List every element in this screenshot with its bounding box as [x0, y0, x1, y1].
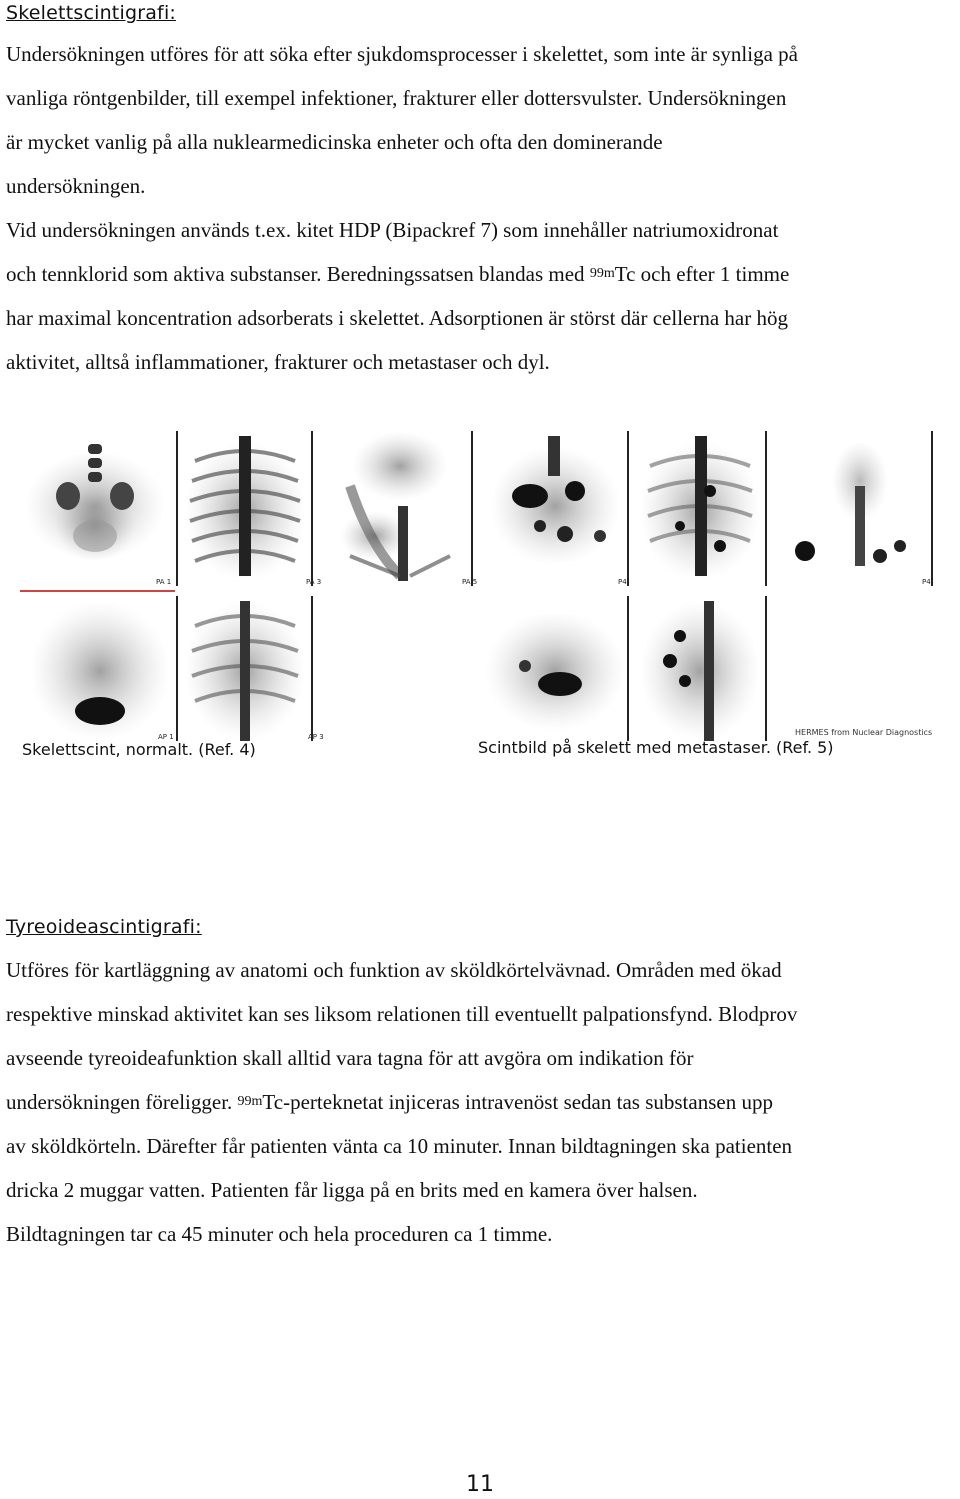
panel-label: AP 1: [158, 733, 174, 741]
section-heading-skelettscintigrafi: Skelettscintigrafi:: [6, 2, 177, 24]
text-line: dricka 2 muggar vatten. Patienten får ligga på en brits med en kamera över halsen.: [6, 1178, 698, 1202]
scan-panel-pelvis-anterior: [30, 601, 170, 741]
text-line: och tennklorid som aktiva substanser. Beredningssatsen blandas med $^{99m}$Tc och efter 1 timme: [6, 262, 790, 286]
isotope-superscript: 99m: [237, 1094, 263, 1109]
bone-scan-figure: [20, 426, 940, 771]
isotope-superscript: 99m: [589, 266, 615, 281]
text-line: Bildtagningen tar ca 45 minuter och hela proceduren ca 1 timme.: [6, 1222, 553, 1246]
panel-label: PA 3: [306, 578, 322, 586]
panel-label: PA 1: [156, 578, 172, 586]
scan-panel-pelvis-posterior: [25, 444, 165, 561]
section-heading-tyreoideascintigrafi: Tyreoideascintigrafi:: [6, 916, 202, 938]
text-line: respektive minskad aktivitet kan ses liksom relationen till eventuellt palpationsfynd. Blodprov: [6, 1002, 798, 1026]
text-line: Vid undersökningen används t.ex. kitet HDP (Bipackref 7) som innehåller natriumoxidronat: [6, 218, 779, 242]
hermes-watermark: HERMES from Nuclear Diagnostics: [795, 728, 933, 737]
page-number: 11: [466, 1472, 494, 1497]
scan-panel-pelvis-metastases: [490, 436, 620, 566]
panel-label: P4: [922, 578, 931, 586]
text-line: undersökningen.: [6, 174, 146, 198]
caption-metastases: Scintbild på skelett med metastaser. (Ref. 5): [478, 738, 834, 757]
text-line: undersökningen föreligger. $^{99m}$Tc-perteknetat injiceras intravenöst sedan tas substansen upp: [6, 1090, 773, 1114]
scan-panel-head-neck-metastases: [795, 441, 906, 566]
panel-label: P4: [618, 578, 627, 586]
scan-panel-skull-lateral: [340, 431, 450, 581]
text-line: Utföres för kartläggning av anatomi och funktion av sköldkörtelvävnad. Områden med ökad: [6, 958, 782, 982]
paragraph-skelettscintigrafi: [6, 32, 956, 384]
text-line: är mycket vanlig på alla nuklearmedicinska enheter och ofta den dominerande: [6, 130, 663, 154]
scan-panel-thorax-anterior-metastases: [640, 601, 760, 741]
text-line: vanliga röntgenbilder, till exempel infektioner, frakturer eller dottersvulster. Undersökningen: [6, 86, 787, 110]
scan-panel-thorax-metastases: [640, 436, 760, 581]
panel-label: AP 3: [308, 733, 324, 741]
text-line: avseende tyreoideafunktion skall alltid vara tagna för att avgöra om indikation för: [6, 1046, 694, 1070]
text-line: av sköldkörteln. Därefter får patienten vänta ca 10 minuter. Innan bildtagningen ska patienten: [6, 1134, 793, 1158]
scan-panel-thorax-anterior: [185, 601, 305, 741]
scan-panel-pelvis-anterior-metastases: [485, 611, 625, 731]
panel-label: PA 5: [462, 578, 478, 586]
caption-normal: Skelettscint, normalt. (Ref. 4): [22, 740, 256, 759]
text-line: har maximal koncentration adsorberats i skelettet. Adsorptionen är störst där cellerna har hög: [6, 306, 788, 330]
scan-panel-thorax-posterior: [185, 436, 305, 581]
text-line: aktivitet, alltså inflammationer, frakturer och metastaser och dyl.: [6, 350, 550, 374]
text-line: Undersökningen utföres för att söka efter sjukdomsprocesser i skelettet, som inte är synliga på: [6, 42, 798, 66]
paragraph-tyreoideascintigrafi: [6, 948, 956, 1256]
